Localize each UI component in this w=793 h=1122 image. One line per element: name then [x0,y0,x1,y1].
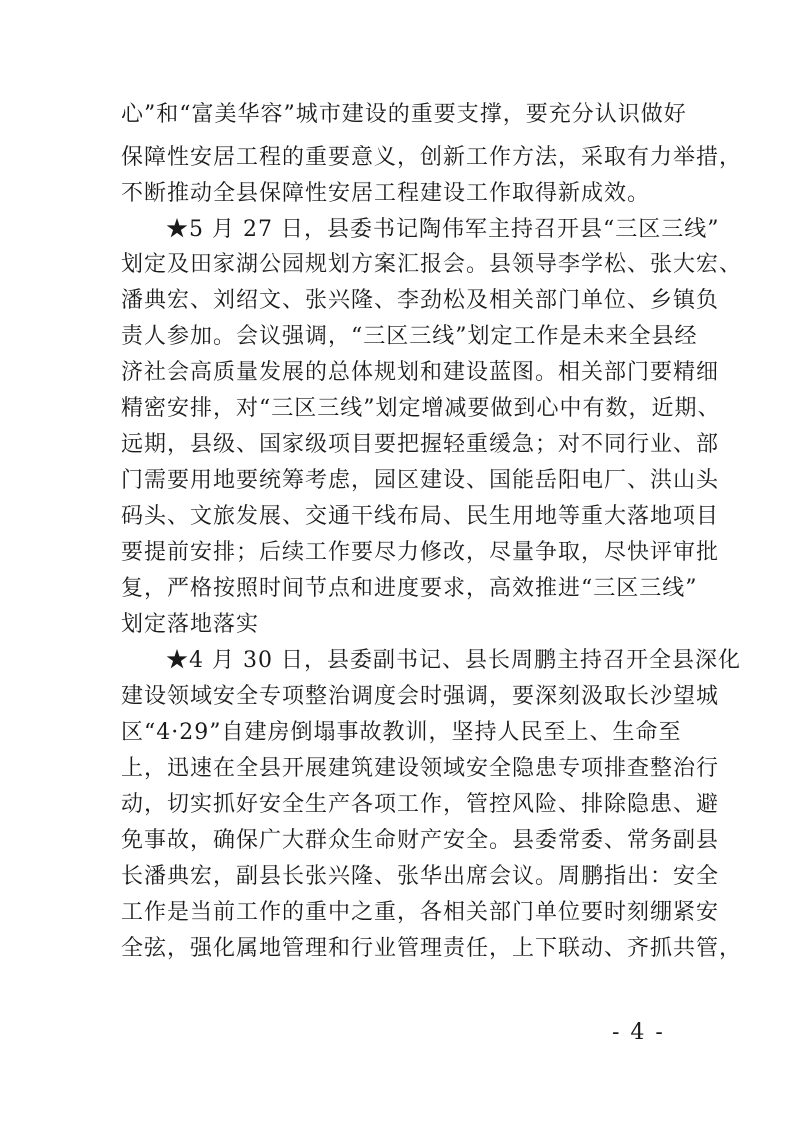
paragraph-start-line: ★4 月 30 日，县委副书记、县长周鹏主持召开全县深化 [166,648,741,673]
text-line: 复，严格按照时间节点和进度要求，高效推进“三区三线” [121,576,698,601]
text-line: 码头、文旅发展、交通干线布局、民生用地等重大落地项目 [121,504,720,529]
text-line: 免事故，确保广大群众生命财产安全。县委常委、常务副县 [121,828,720,853]
text-line: 保障性安居工程的重要意义，创新工作方法，采取有力举措， [121,145,743,170]
text-line: 区“4·29”自建房倒塌事故教训，坚持人民至上、生命至 [121,720,682,745]
text-line: 要提前安排；后续工作要尽力修改，尽量争取，尽快评审批 [121,540,720,565]
page-number: - 4 - [612,1020,665,1045]
text-line: 建设领域安全专项整治调度会时强调，要深刻汲取长沙望城 [121,684,720,709]
text-line: 上，迅速在全县开展建筑建设领域安全隐患专项排查整治行 [121,756,720,781]
text-line: 远期，县级、国家级项目要把握轻重缓急；对不同行业、部 [121,432,720,457]
text-line: 不断推动全县保障性安居工程建设工作取得新成效。 [121,181,651,206]
text-line: 动，切实抓好安全生产各项工作，管控风险、排除隐患、避 [121,792,720,817]
text-line: 长潘典宏，副县长张兴隆、张华出席会议。周鹏指出：安全 [121,864,720,889]
paragraph-start-line: ★5 月 27 日，县委书记陶伟军主持召开县“三区三线” [166,217,720,242]
text-line: 心”和“富美华容”城市建设的重要支撑，要充分认识做好 [121,102,687,127]
text-line: 全弦，强化属地管理和行业管理责任，上下联动、齐抓共管， [121,936,743,961]
text-line: 责人参加。会议强调，“三区三线”划定工作是未来全县经 [121,324,698,349]
text-line: 工作是当前工作的重中之重，各相关部门单位要时刻绷紧安 [121,900,720,925]
text-line: 门需要用地要统筹考虑，园区建设、国能岳阳电厂、洪山头 [121,468,720,493]
text-line: 划定落地落实 [121,612,260,637]
text-line: 精密安排，对“三区三线”划定增减要做到心中有数，近期、 [121,396,721,421]
text-line: 划定及田家湖公园规划方案汇报会。县领导李学松、张大宏、 [121,252,743,277]
text-line: 潘典宏、刘绍文、张兴隆、李劲松及相关部门单位、乡镇负 [121,288,720,313]
text-line: 济社会高质量发展的总体规划和建设蓝图。相关部门要精细 [121,360,720,385]
